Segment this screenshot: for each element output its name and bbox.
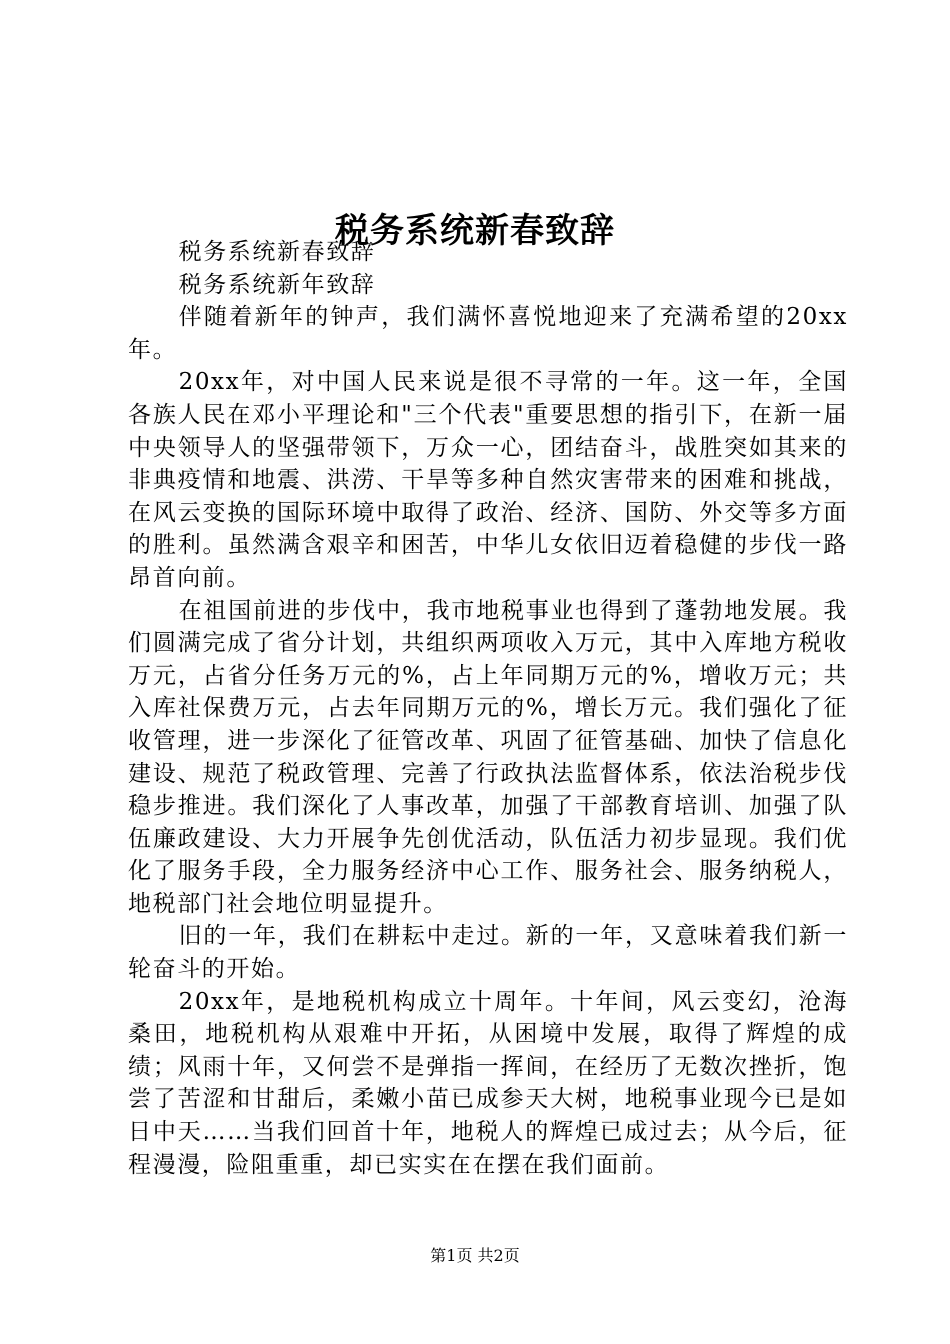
paragraph: 伴随着新年的钟声，我们满怀喜悦地迎来了充满希望的20xx年。 xyxy=(128,304,848,363)
paragraph: 税务系统新年致辞 xyxy=(178,271,376,298)
paragraph: 旧的一年，我们在耕耘中走过。新的一年，又意味着我们新一轮奋斗的开始。 xyxy=(128,923,848,983)
paragraph: 在祖国前进的步伐中，我市地税事业也得到了蓬勃地发展。我们圆满完成了省分计划，共组织两项收入万元，其中入库地方税收万元，占省分任务万元的%，占上年同期万元的%，增收万元；共入库社保费万元，占去年同期万元的%，增长万元。我们强化了征收管理，进一步深化了征管改革、巩固了征管基础、加快了信息化建设、规范了税政管理、完善了行政执法监督体系，依法治税步伐稳步推进。我们深化了人事改革，加强了干部教育培训、加强了队伍廉政建设、大力开展争先创优活动，队伍活力初步显现。我们优化了服务手段，全力服务经济中心工作、服务社会、服务纳税人，地税部门社会地位明显提升。 xyxy=(128,597,848,917)
document-body xyxy=(128,236,848,1181)
document-title: 税务系统新春致辞 xyxy=(335,210,615,251)
paragraph: 税务系统新春致辞 xyxy=(178,239,376,265)
page-number-footer: 第1页 共2页 xyxy=(430,1246,520,1265)
paragraph: 20xx年，是地税机构成立十周年。十年间，风云变幻，沧海桑田，地税机构从艰难中开拓，从困境中发展，取得了辉煌的成绩；风雨十年，又何尝不是弹指一挥间，在经历了无数次挫折，饱尝了苦涩和甘甜后，柔嫩小苗已成参天大树，地税事业现今已是如日中天……当我们回首十年，地税人的辉煌已成过去；从今后，征程漫漫，险阻重重，却已实实在在摆在我们面前。 xyxy=(128,988,848,1178)
paragraph: 20xx年，对中国人民来说是很不寻常的一年。这一年，全国各族人民在邓小平理论和"三个代表"重要思想的指引下，在新一届中央领导人的坚强带领下，万众一心，团结奋斗，战胜突如其来的非典疫情和地震、洪涝、干旱等多种自然灾害带来的困难和挑战，在风云变换的国际环境中取得了政治、经济、国防、外交等多方面的胜利。虽然满含艰辛和困苦，中华儿女依旧迈着稳健的步伐一路昂首向前。 xyxy=(128,369,848,591)
